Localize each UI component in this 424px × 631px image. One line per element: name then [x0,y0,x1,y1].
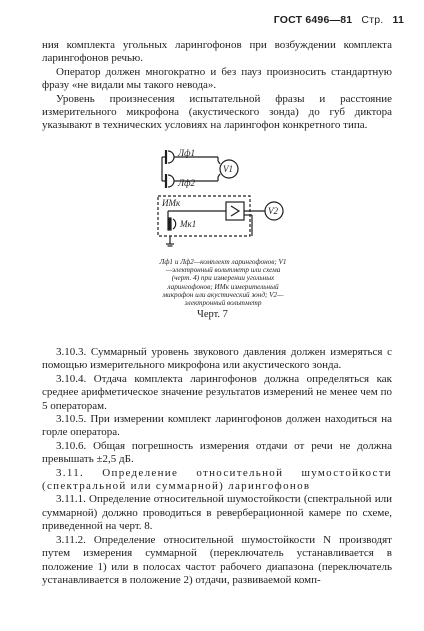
imk-label: ИМк [162,198,181,208]
v1-label: V1 [223,164,233,174]
amplifier-box [226,202,244,220]
lf1-label: Лф1 [178,148,195,158]
page-number: 11 [392,14,404,26]
lf2-label: Лф2 [178,178,195,188]
top-text-block [42,39,392,133]
standard-number: ГОСТ 6496—81 [273,14,353,26]
mk1-element [168,218,171,230]
mk1-body [173,219,176,229]
figure-number: Черт. 7 [197,309,228,320]
page-label: Стр. [361,14,384,26]
lf2-body [168,175,174,187]
circuit-diagram [140,144,300,256]
paragraph-operator: Оператор должен многократно и без пауз произносить стандартную фразу «не видали мы такого невода». [42,65,392,92]
paragraph-3-11-2: 3.11.2. Определение относительной шумостойкости N производят путем измерения суммарной (переключатель устанавливается в положение 1) или в полосах частот рабочего диапазона (переключатель устанавливается в положение 2) отдачи, развиваемой комп- [42,533,392,586]
paragraph-level: Уровень произнесения испытательной фразы и расстояние измерительного микрофона (акустического зонда) до губ диктора указывают в технических условиях на ларингофон конкретного типа. [42,92,392,132]
paragraph-3-10-3: 3.10.3. Суммарный уровень звукового давления должен измеряться с помощью измерительного микрофона или акустического зонда. [42,346,392,372]
page-header [268,14,404,26]
paragraph-3-11-1: 3.11.1. Определение относительной шумостойкости (спектральной или суммарной) должно проводиться в реверберационной камере по схеме, приведенной на черт. 8. [42,493,392,533]
paragraph-3-10-6: 3.10.6. Общая погрешность измерения отдачи от речи не должна превышать ±2,5 дБ. [42,439,392,466]
section-heading-3-11: 3.11. Определение относительной шумостойкости (спектральной или суммарной) ларингофонов [42,466,392,493]
paragraph-continuation: ния комплекта угольных ларингофонов при возбуждении комплекта ларингофонов речью. [42,39,392,65]
mk1-label: Мк1 [180,219,197,229]
v2-label: V2 [268,206,278,216]
bottom-text-block [42,346,392,587]
paragraph-3-10-5: 3.10.5. При измерении комплект ларингофонов должен находиться на горле оператора. [42,413,392,439]
figure-caption: Лф1 и Лф2—комплект ларингофонов; V1—электронный вольтметр или схема (черт. 4) при измерении угольных ларингофонов; ИМк измерительный микрофон или акустический зонд; V2—электронный вольтметр [159,258,287,308]
paragraph-3-10-4: 3.10.4. Отдача комплекта ларингофонов должна определяться как среднее арифметическое значение результатов измерений не менее чем по 5 операторам. [42,372,392,412]
lf1-body [168,151,174,163]
